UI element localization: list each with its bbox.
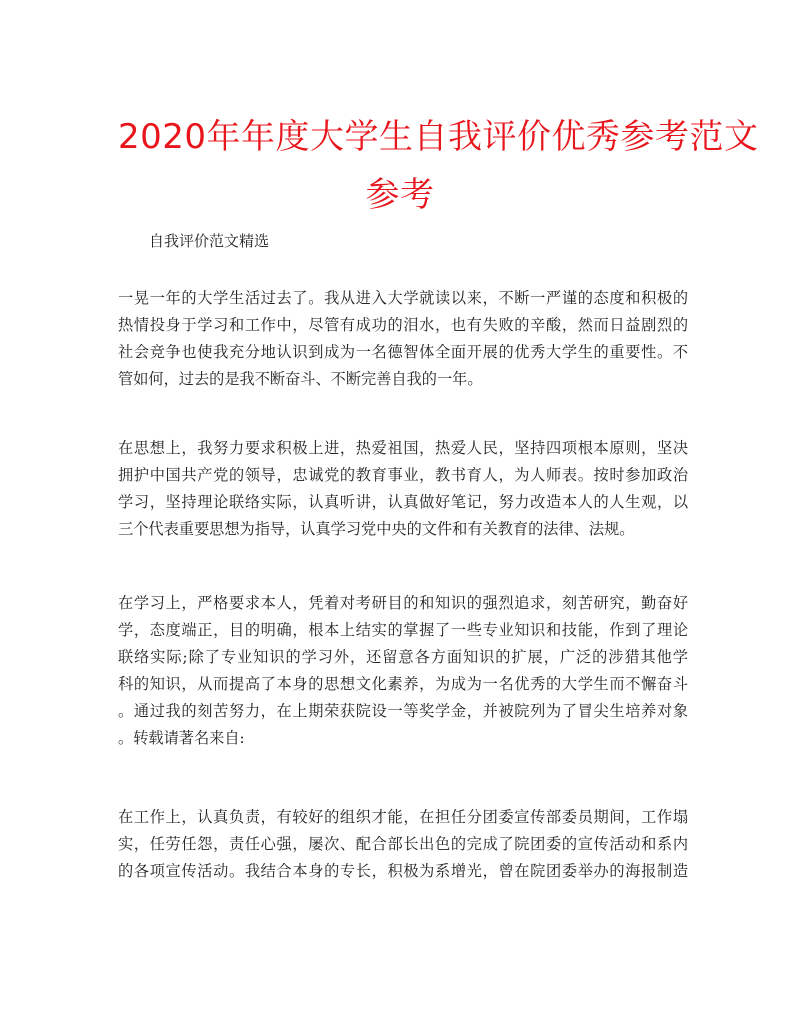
document-title-line-2: 参考 bbox=[365, 175, 435, 215]
paragraph-line: 学习，坚持理论联络实际，认真听讲，认真做好笔记，努力改造本人的人生观，以 bbox=[118, 493, 688, 511]
document-subtitle: 自我评价范文精选 bbox=[149, 232, 270, 250]
paragraph-line: 在学习上，严格要求本人，凭着对考研目的和知识的强烈追求，刻苦研究，勤奋好 bbox=[118, 594, 688, 612]
paragraph-line: 在思想上，我努力要求积极上进，热爱祖国，热爱人民，坚持四项根本原则，坚决 bbox=[118, 439, 688, 457]
paragraph-overview bbox=[118, 285, 688, 393]
paragraph-line: 管如何，过去的是我不断奋斗、不断完善自我的一年。 bbox=[118, 370, 483, 388]
paragraph-line: 联络实际;除了专业知识的学习外，还留意各方面知识的扩展，广泛的涉猎其他学 bbox=[118, 648, 688, 666]
paragraph-line: 实，任劳任怨，责任心强，屡次、配合部长出色的完成了院团委的宣传活动和系内 bbox=[118, 835, 688, 853]
paragraph-work bbox=[118, 804, 688, 885]
paragraph-line: 科的知识，从而提高了本身的思想文化素养，为成为一名优秀的大学生而不懈奋斗 bbox=[118, 675, 688, 693]
paragraph-line: 拥护中国共产党的领导，忠诚党的教育事业，教书育人，为人师表。按时参加政治 bbox=[118, 466, 688, 484]
paragraph-line: 热情投身于学习和工作中，尽管有成功的泪水，也有失败的辛酸，然而日益剧烈的 bbox=[118, 316, 688, 334]
paragraph-line: 一晃一年的大学生活过去了。我从进入大学就读以来，不断一严谨的态度和积极的 bbox=[118, 289, 688, 307]
paragraph-line: 。通过我的刻苦努力，在上期荣获院设一等奖学金，并被院列为了冒尖生培养对象 bbox=[118, 702, 688, 720]
paragraph-line: 。转载请著名来自: bbox=[118, 729, 245, 747]
paragraph-ideology bbox=[118, 435, 688, 543]
paragraph-study bbox=[118, 590, 688, 752]
paragraph-line: 社会竞争也使我充分地认识到成为一名德智体全面开展的优秀大学生的重要性。不 bbox=[118, 343, 688, 361]
paragraph-line: 的各项宣传活动。我结合本身的专长，积极为系增光，曾在院团委举办的海报制造 bbox=[118, 862, 688, 880]
paragraph-line: 在工作上，认真负责，有较好的组织才能，在担任分团委宣传部委员期间，工作塌 bbox=[118, 808, 688, 826]
paragraph-line: 学，态度端正，目的明确，根本上结实的掌握了一些专业知识和技能，作到了理论 bbox=[118, 621, 688, 639]
document-title-line-1: 2020年年度大学生自我评价优秀参考范文 bbox=[118, 117, 759, 157]
paragraph-line: 三个代表重要思想为指导，认真学习党中央的文件和有关教育的法律、法规。 bbox=[118, 520, 635, 538]
